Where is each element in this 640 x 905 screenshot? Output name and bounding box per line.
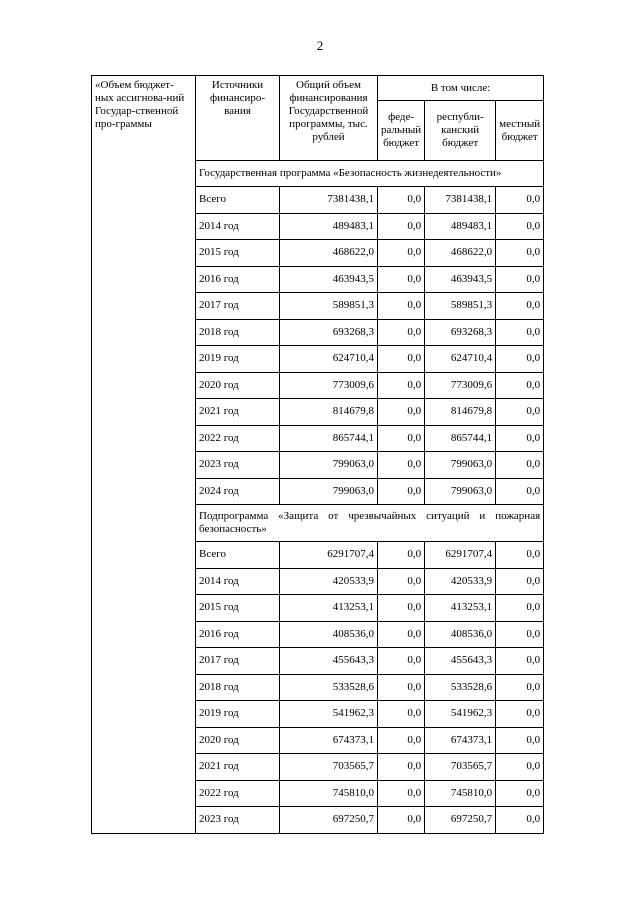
row-label: 2023 год [196, 452, 280, 479]
total-value: 541962,3 [280, 701, 378, 728]
section-title: Государственная программа «Безопасность жизнедеятельности» [196, 161, 544, 187]
federal-value: 0,0 [378, 425, 425, 452]
local-header: местный бюджет [496, 101, 544, 161]
total-value: 489483,1 [280, 213, 378, 240]
federal-value: 0,0 [378, 754, 425, 781]
local-value: 0,0 [496, 346, 544, 373]
federal-value: 0,0 [378, 621, 425, 648]
republican-value: 413253,1 [425, 595, 496, 622]
row-label: 2020 год [196, 372, 280, 399]
federal-value: 0,0 [378, 372, 425, 399]
federal-header: феде-ральный бюджет [378, 101, 425, 161]
republican-value: 799063,0 [425, 452, 496, 479]
republican-value: 6291707,4 [425, 542, 496, 569]
total-value: 814679,8 [280, 399, 378, 426]
page-number: 2 [316, 38, 324, 53]
republican-value: 799063,0 [425, 478, 496, 505]
total-value: 745810,0 [280, 780, 378, 807]
row-label: 2015 год [196, 240, 280, 267]
federal-value: 0,0 [378, 187, 425, 214]
local-value: 0,0 [496, 568, 544, 595]
total-value: 463943,5 [280, 266, 378, 293]
program-title-cell: «Объем бюджет-ных ассигнова-ний Государ-ственной про-граммы [92, 76, 196, 834]
total-header: Общий объем финансирования Государственной программы, тыс. рублей [280, 76, 378, 161]
row-label: 2014 год [196, 568, 280, 595]
row-label: 2023 год [196, 807, 280, 834]
total-value: 799063,0 [280, 478, 378, 505]
republican-value: 703565,7 [425, 754, 496, 781]
total-value: 624710,4 [280, 346, 378, 373]
header-row-1 [92, 76, 544, 101]
row-label: Всего [196, 542, 280, 569]
local-value: 0,0 [496, 648, 544, 675]
federal-value: 0,0 [378, 399, 425, 426]
total-value: 468622,0 [280, 240, 378, 267]
local-value: 0,0 [496, 780, 544, 807]
total-value: 7381438,1 [280, 187, 378, 214]
federal-value: 0,0 [378, 807, 425, 834]
republican-value: 420533,9 [425, 568, 496, 595]
republican-value: 408536,0 [425, 621, 496, 648]
total-value: 674373,1 [280, 727, 378, 754]
federal-value: 0,0 [378, 293, 425, 320]
local-value: 0,0 [496, 807, 544, 834]
local-value: 0,0 [496, 621, 544, 648]
republican-value: 773009,6 [425, 372, 496, 399]
row-label: 2024 год [196, 478, 280, 505]
row-label: 2019 год [196, 701, 280, 728]
section-title: Подпрограмма «Защита от чрезвычайных ситуаций и пожарная безопасность» [196, 505, 544, 542]
total-value: 693268,3 [280, 319, 378, 346]
republican-value: 589851,3 [425, 293, 496, 320]
total-value: 533528,6 [280, 674, 378, 701]
local-value: 0,0 [496, 727, 544, 754]
republican-value: 697250,7 [425, 807, 496, 834]
federal-value: 0,0 [378, 213, 425, 240]
republican-value: 745810,0 [425, 780, 496, 807]
republican-header: республи-канский бюджет [425, 101, 496, 161]
republican-value: 455643,3 [425, 648, 496, 675]
federal-value: 0,0 [378, 266, 425, 293]
row-label: 2022 год [196, 780, 280, 807]
row-label: 2021 год [196, 399, 280, 426]
federal-value: 0,0 [378, 648, 425, 675]
total-value: 589851,3 [280, 293, 378, 320]
federal-value: 0,0 [378, 701, 425, 728]
row-label: 2020 год [196, 727, 280, 754]
federal-value: 0,0 [378, 674, 425, 701]
federal-value: 0,0 [378, 727, 425, 754]
local-value: 0,0 [496, 478, 544, 505]
local-value: 0,0 [496, 595, 544, 622]
republican-value: 865744,1 [425, 425, 496, 452]
local-value: 0,0 [496, 399, 544, 426]
federal-value: 0,0 [378, 542, 425, 569]
row-label: 2019 год [196, 346, 280, 373]
row-label: 2015 год [196, 595, 280, 622]
total-value: 799063,0 [280, 452, 378, 479]
total-value: 865744,1 [280, 425, 378, 452]
local-value: 0,0 [496, 319, 544, 346]
local-value: 0,0 [496, 240, 544, 267]
total-value: 408536,0 [280, 621, 378, 648]
budget-allocation-table [91, 75, 544, 834]
republican-value: 674373,1 [425, 727, 496, 754]
federal-value: 0,0 [378, 595, 425, 622]
federal-value: 0,0 [378, 319, 425, 346]
republican-value: 541962,3 [425, 701, 496, 728]
row-label: 2018 год [196, 674, 280, 701]
total-value: 703565,7 [280, 754, 378, 781]
total-value: 773009,6 [280, 372, 378, 399]
federal-value: 0,0 [378, 346, 425, 373]
row-label: 2017 год [196, 648, 280, 675]
row-label: 2021 год [196, 754, 280, 781]
republican-value: 624710,4 [425, 346, 496, 373]
row-label: 2018 год [196, 319, 280, 346]
local-value: 0,0 [496, 187, 544, 214]
total-value: 455643,3 [280, 648, 378, 675]
row-label: 2022 год [196, 425, 280, 452]
republican-value: 693268,3 [425, 319, 496, 346]
sources-header: Источники финансиро-вания [196, 76, 280, 161]
local-value: 0,0 [496, 213, 544, 240]
total-value: 697250,7 [280, 807, 378, 834]
republican-value: 533528,6 [425, 674, 496, 701]
federal-value: 0,0 [378, 452, 425, 479]
row-label: Всего [196, 187, 280, 214]
row-label: 2017 год [196, 293, 280, 320]
federal-value: 0,0 [378, 240, 425, 267]
row-label: 2016 год [196, 621, 280, 648]
republican-value: 814679,8 [425, 399, 496, 426]
federal-value: 0,0 [378, 478, 425, 505]
local-value: 0,0 [496, 293, 544, 320]
total-value: 420533,9 [280, 568, 378, 595]
row-label: 2016 год [196, 266, 280, 293]
total-value: 6291707,4 [280, 542, 378, 569]
local-value: 0,0 [496, 452, 544, 479]
local-value: 0,0 [496, 372, 544, 399]
local-value: 0,0 [496, 701, 544, 728]
federal-value: 0,0 [378, 780, 425, 807]
republican-value: 463943,5 [425, 266, 496, 293]
row-label: 2014 год [196, 213, 280, 240]
local-value: 0,0 [496, 754, 544, 781]
local-value: 0,0 [496, 425, 544, 452]
federal-value: 0,0 [378, 568, 425, 595]
total-value: 413253,1 [280, 595, 378, 622]
local-value: 0,0 [496, 266, 544, 293]
republican-value: 489483,1 [425, 213, 496, 240]
republican-value: 7381438,1 [425, 187, 496, 214]
local-value: 0,0 [496, 674, 544, 701]
republican-value: 468622,0 [425, 240, 496, 267]
local-value: 0,0 [496, 542, 544, 569]
including-header: В том числе: [378, 76, 544, 101]
